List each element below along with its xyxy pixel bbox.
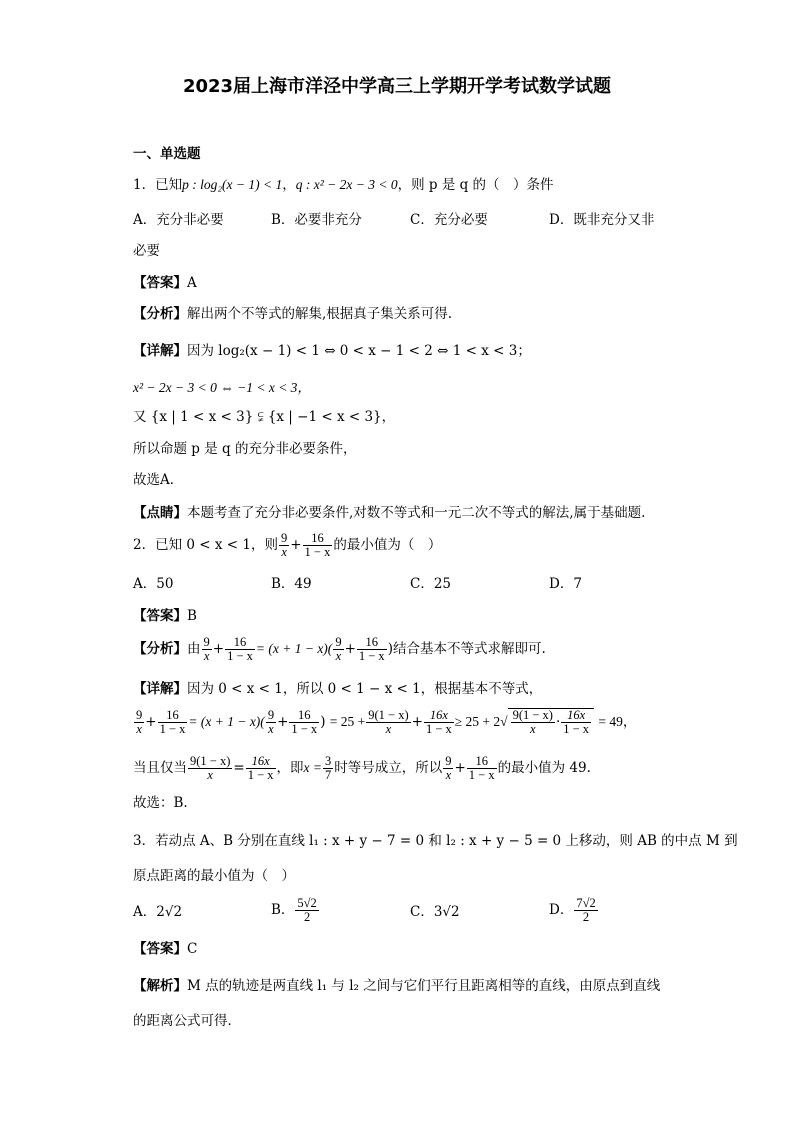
fraction: $\frac{16}{1 - x}$ xyxy=(159,708,186,737)
q2-detail-1: 【详解】因为 0 < x < 1，所以 0 < 1 − x < 1，根据基本不等式， xyxy=(133,681,543,697)
fraction: $\frac{16}{1 - x}$ xyxy=(291,708,318,737)
sqrt-sign-icon: √ xyxy=(500,714,508,730)
q1-comment: 【点睛】本题考查了充分非必要条件,对数不等式和一元二次不等式的解法,属于基础题. xyxy=(133,505,646,521)
fraction: $\frac{9(1 - x)}{x}$ xyxy=(190,754,231,783)
q1-analysis: 【分析】解出两个不等式的解集,根据真子集关系可得. xyxy=(133,306,453,322)
q2-option-a: A．50 xyxy=(133,576,174,592)
q3-option-c: C．3√2 xyxy=(410,904,460,920)
fraction: $\frac{9}{x}$ xyxy=(267,708,275,737)
fraction: $\frac{16x}{1 - x}$ xyxy=(425,708,452,737)
fraction: $\frac{9}{x}$ xyxy=(280,531,288,560)
page-title: 2023届上海市洋泾中学高三上学期开学考试数学试题 xyxy=(182,76,612,97)
fraction: $\frac{9}{x}$ xyxy=(335,635,342,664)
q3-answer: 【答案】C xyxy=(133,941,198,957)
q1-p-condition: p : log₂(x − 1) < 1 xyxy=(182,177,283,192)
q2-option-c: C．25 xyxy=(410,576,452,592)
section-heading: 一、单选题 xyxy=(133,146,201,162)
q3-stem-1: 3．若动点 A、B 分别在直线 l₁ : x + y − 7 = 0 和 l₂ : x + y − 5 = 0 上移动，则 AB 的中点 M 到 xyxy=(133,833,738,849)
q1-option-b: B．必要非充分 xyxy=(271,212,362,228)
q1-answer: 【答案】A xyxy=(133,275,197,291)
q1-option-c: C．充分必要 xyxy=(410,212,488,228)
q1-option-d-cont: 必要 xyxy=(133,243,160,259)
q2-detail-3: 当且仅当 $\frac{9(1 - x)}{x}$ = $\frac{16x}{1 - x}$ ，即x = $\frac{3}{7}$ 时等号成立，所以 $\frac{9}{x}$ + $\frac{16}{1 - x}$ 的最小值为 49. xyxy=(133,754,591,783)
q1-q-condition: q : x² − 2x − 3 < 0 xyxy=(295,177,398,192)
q1-detail-2: x² − 2x − 3 < 0 ⇔ −1 < x < 3， xyxy=(133,380,311,395)
q2-detail-end: 故选：B. xyxy=(133,795,188,811)
q2-detail-2: $\frac{9}{x}$ + $\frac{16}{1 - x}$ = (x + 1 − x)( $\frac{9}{x}$ + $\frac{16}{1 - x}$ ) = 25 + $\frac{9(1 - x)}{x}$ + $\frac{16x}{1 - x}$ ≥ 25 + 2√ $\frac{9(1 - x)}{x}$ · $\frac{16x}{1 - x}$ = 49， xyxy=(136,708,637,737)
q3-analysis-1: 【解析】M 点的轨迹是两直线 l₁ 与 l₂ 之间与它们平行且距离相等的直线，由原点到直线 xyxy=(133,978,661,994)
q3-analysis-2: 的距离公式可得． xyxy=(133,1013,241,1029)
q3-option-b: B． $\frac{5√2}{2}$ xyxy=(271,896,317,925)
fraction: $\frac{16x}{1 - x}$ xyxy=(247,754,274,783)
fraction: $\frac{16}{1 - x}$ xyxy=(227,635,253,664)
q1-detail-3: 又 {x | 1 < x < 3} ⫋ {x | −1 < x < 3}， xyxy=(133,409,396,425)
fraction: $\frac{9(1 - x)}{x}$ xyxy=(368,708,409,737)
q2-option-b: B．49 xyxy=(271,576,312,592)
q1-option-d: D．既非充分又非 xyxy=(549,212,655,228)
q1-detail-4: 所以命题 p 是 q 的充分非必要条件， xyxy=(133,441,357,457)
q1-stem: 1．已知p : log₂(x − 1) < 1，q : x² − 2x − 3 < 0，则 p 是 q 的（ ）条件 xyxy=(133,177,554,193)
q2-option-d: D．7 xyxy=(549,576,582,592)
q1-detail-5: 故选A． xyxy=(133,472,184,488)
fraction: $\frac{9}{x}$ xyxy=(203,635,210,664)
q3-option-d: D． $\frac{7√2}{2}$ xyxy=(549,896,596,925)
q3-stem-2: 原点距离的最小值为（ ） xyxy=(133,868,295,884)
q2-stem: 2．已知 0 < x < 1，则 $\frac{9}{x}$ + $\frac{16}{1 - x}$ 的最小值为（ ） xyxy=(133,531,442,560)
q1-detail-1: 【详解】因为 log₂(x − 1) < 1 ⇔ 0 < x − 1 < 2 ⇔ 1 < x < 3； xyxy=(133,343,531,359)
fraction: $\frac{16}{1 - x}$ xyxy=(468,754,495,783)
fraction: $\frac{9}{x}$ xyxy=(136,708,143,737)
q1-option-a: A．充分非必要 xyxy=(133,212,224,228)
q2-answer: 【答案】B xyxy=(133,608,197,624)
q2-analysis: 【分析】由 $\frac{9}{x}$ + $\frac{16}{1 - x}$ = (x + 1 − x)( $\frac{9}{x}$ + $\frac{16}{1 - x}$ )结合基本不等式求解即可. xyxy=(133,635,546,664)
sqrt-radicand: $\frac{9(1 - x)}{x}$ · $\frac{16x}{1 - x}$ xyxy=(508,708,594,736)
fraction: $\frac{9}{x}$ xyxy=(445,754,452,783)
fraction: $\frac{3}{7}$ xyxy=(324,754,332,783)
q3-option-a: A．2√2 xyxy=(133,904,183,920)
fraction: $\frac{16}{1 - x}$ xyxy=(358,635,385,664)
fraction: $\frac{16}{1 - x}$ xyxy=(304,531,331,560)
